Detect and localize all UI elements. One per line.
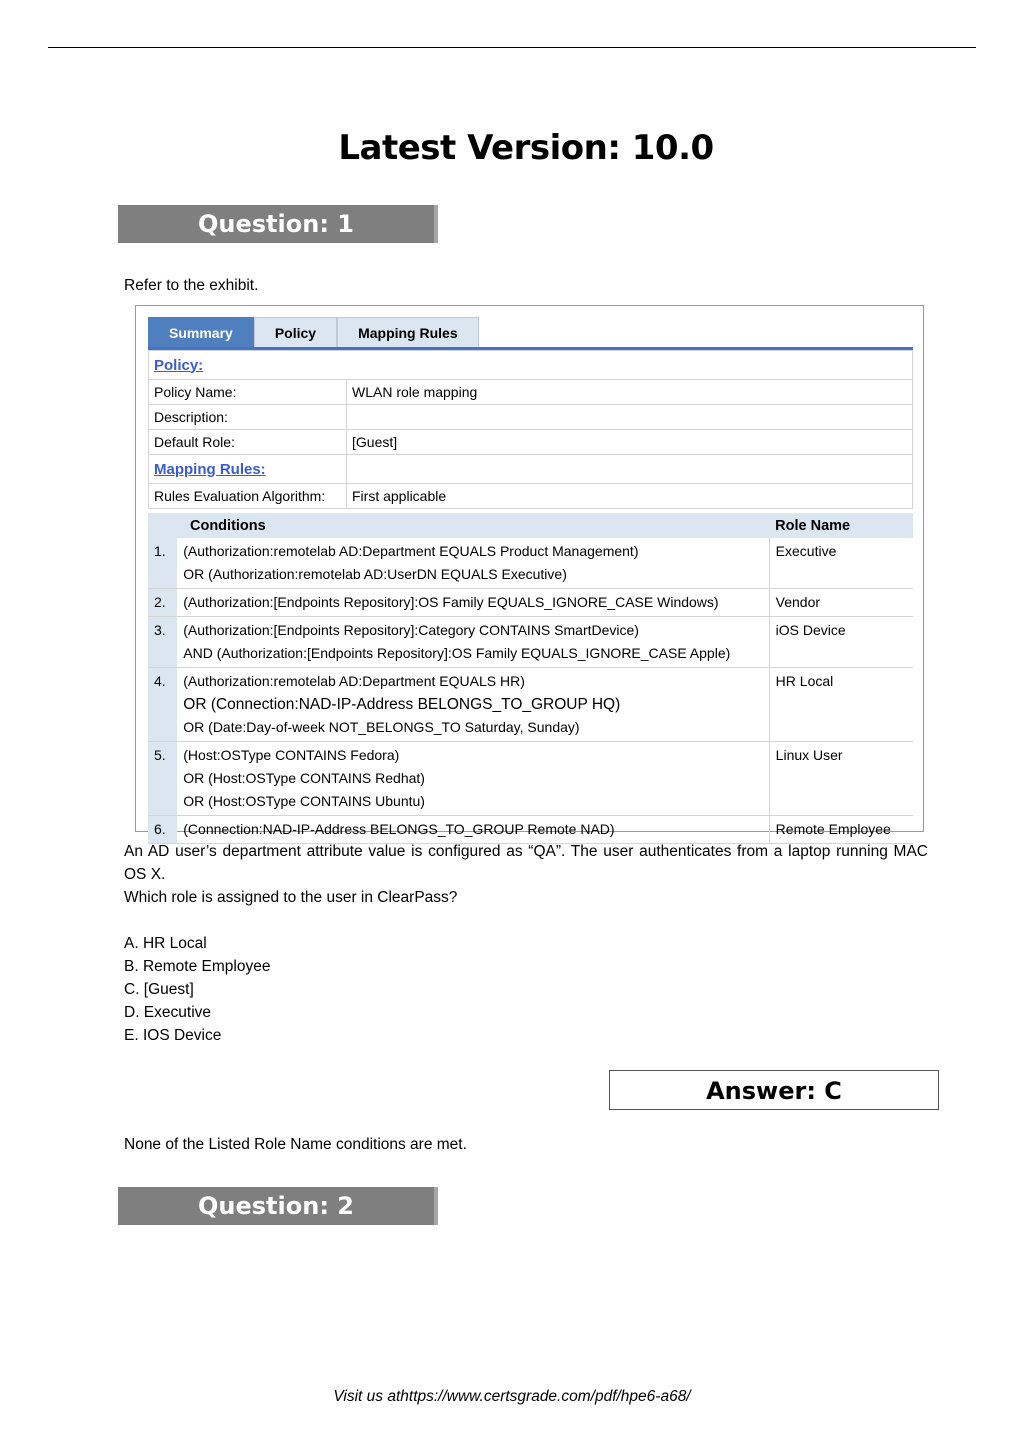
question-body bbox=[124, 840, 928, 909]
rule-row bbox=[148, 742, 913, 816]
condition-line: (Host:OSType CONTAINS Fedora) bbox=[183, 747, 400, 763]
rule-role: iOS Device bbox=[769, 617, 913, 668]
rule-conditions bbox=[177, 617, 769, 668]
policy-name-key: Policy Name: bbox=[149, 380, 347, 405]
policy-header[interactable]: Policy: bbox=[149, 351, 913, 380]
condition-line: OR (Date:Day-of-week NOT_BELONGS_TO Saturday, Sunday) bbox=[183, 719, 580, 735]
question-2-banner bbox=[118, 1187, 438, 1225]
tab-summary[interactable]: Summary bbox=[148, 317, 254, 348]
exhibit-tabs bbox=[148, 317, 479, 348]
rule-conditions bbox=[177, 538, 769, 589]
explanation: None of the Listed Role Name conditions are met. bbox=[124, 1136, 467, 1153]
rule-conditions bbox=[177, 589, 769, 617]
condition-line: OR (Authorization:remotelab AD:UserDN EQUALS Executive) bbox=[183, 566, 567, 582]
algorithm-value: First applicable bbox=[347, 484, 913, 509]
footer-link[interactable]: Visit us athttps://www.certsgrade.com/pdf/hpe6-a68/ bbox=[333, 1388, 691, 1405]
rule-number: 5. bbox=[148, 742, 177, 816]
policy-summary-table bbox=[148, 350, 913, 509]
condition-line: AND (Authorization:[Endpoints Repository]:OS Family EQUALS_IGNORE_CASE Apple) bbox=[183, 645, 731, 661]
refer-text: Refer to the exhibit. bbox=[124, 277, 259, 294]
question-prompt: Which role is assigned to the user in ClearPass? bbox=[124, 889, 458, 906]
policy-name-value: WLAN role mapping bbox=[347, 380, 913, 405]
condition-line: (Authorization:remotelab AD:Department EQUALS Product Management) bbox=[183, 543, 639, 559]
tab-mapping-rules[interactable]: Mapping Rules bbox=[337, 317, 479, 348]
question-text: An AD user’s department attribute value is configured as “QA”. The user authenticates from a laptop running MAC OS X. bbox=[124, 843, 928, 883]
rule-row bbox=[148, 538, 913, 589]
condition-line: (Authorization:[Endpoints Repository]:Category CONTAINS SmartDevice) bbox=[183, 622, 639, 638]
page-title: Latest Version: 10.0 bbox=[338, 128, 714, 168]
rule-conditions bbox=[177, 742, 769, 816]
rule-role: Executive bbox=[769, 538, 913, 589]
description-key: Description: bbox=[149, 405, 347, 430]
description-value bbox=[347, 405, 913, 430]
rule-row bbox=[148, 668, 913, 742]
rules-table bbox=[148, 513, 913, 844]
question-2-label: Question: 2 bbox=[198, 1192, 354, 1220]
default-role-value: [Guest] bbox=[347, 430, 913, 455]
rule-number: 6. bbox=[148, 816, 177, 844]
condition-line: OR (Host:OSType CONTAINS Redhat) bbox=[183, 770, 425, 786]
option-e: E. IOS Device bbox=[124, 1027, 222, 1044]
rule-role: Vendor bbox=[769, 589, 913, 617]
option-d: D. Executive bbox=[124, 1004, 212, 1021]
condition-line: (Authorization:remotelab AD:Department EQUALS HR) bbox=[183, 673, 525, 689]
option-a: A. HR Local bbox=[124, 935, 207, 952]
conditions-column-header: Conditions bbox=[148, 513, 769, 538]
condition-line: OR (Connection:NAD-IP-Address BELONGS_TO_GROUP HQ) bbox=[183, 696, 621, 713]
question-1-label: Question: 1 bbox=[198, 210, 354, 238]
rule-row bbox=[148, 617, 913, 668]
rule-role: HR Local bbox=[769, 668, 913, 742]
rule-role: Remote Employee bbox=[769, 816, 913, 844]
condition-line: (Authorization:[Endpoints Repository]:OS Family EQUALS_IGNORE_CASE Windows) bbox=[183, 594, 719, 610]
question-1-banner bbox=[118, 205, 438, 243]
top-divider bbox=[48, 47, 976, 48]
exhibit-image bbox=[135, 305, 924, 837]
rule-row bbox=[148, 589, 913, 617]
option-c: C. [Guest] bbox=[124, 981, 194, 998]
rule-number: 1. bbox=[148, 538, 177, 589]
mapping-rules-header[interactable]: Mapping Rules: bbox=[149, 455, 347, 484]
condition-line: (Connection:NAD-IP-Address BELONGS_TO_GROUP Remote NAD) bbox=[183, 821, 615, 837]
condition-line: OR (Host:OSType CONTAINS Ubuntu) bbox=[183, 793, 425, 809]
answer-box: Answer: C bbox=[609, 1070, 939, 1110]
default-role-key: Default Role: bbox=[149, 430, 347, 455]
rule-number: 4. bbox=[148, 668, 177, 742]
tab-policy[interactable]: Policy bbox=[254, 317, 337, 348]
options-list bbox=[124, 932, 270, 1047]
rule-number: 3. bbox=[148, 617, 177, 668]
rule-number: 2. bbox=[148, 589, 177, 617]
option-b: B. Remote Employee bbox=[124, 958, 271, 975]
rule-role: Linux User bbox=[769, 742, 913, 816]
algorithm-key: Rules Evaluation Algorithm: bbox=[149, 484, 347, 509]
rule-conditions bbox=[177, 668, 769, 742]
role-column-header: Role Name bbox=[769, 513, 913, 538]
